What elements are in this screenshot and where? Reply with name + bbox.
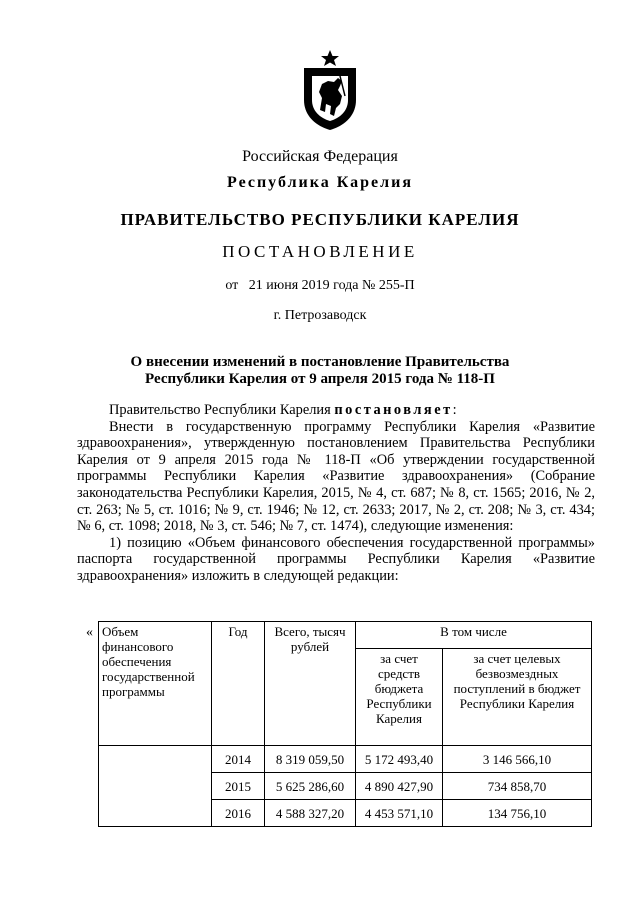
document-date-number: от 21 июня 2019 года № 255-П [225,278,415,293]
country-name: Российская Федерация [242,148,398,165]
document-body [77,402,595,585]
row-year: 2014 [212,746,265,773]
row-grants: 734 858,70 [443,773,592,800]
header-total: Всего, тысяч рублей [265,622,356,746]
row-grants: 3 146 566,10 [443,746,592,773]
row-year: 2016 [212,800,265,827]
opening-quote: « [86,625,93,640]
header-funding-volume: Объем финансового обеспечения государственной программы [99,622,212,746]
government-name: ПРАВИТЕЛЬСТВО РЕСПУБЛИКИ КАРЕЛИЯ [120,210,520,229]
header-year: Год [212,622,265,746]
republic-name: Республика Карелия [227,174,413,191]
row-total: 5 625 286,60 [265,773,356,800]
financing-table [98,621,592,827]
amendment-paragraph: Внести в государственную программу Республики Карелия «Развитие здравоохранения», утвержденную постановлением Правительства Республики Карелия от 9 апреля 2015 года № 118-П «Об утверждении государственной программы Республики Карелия «Развитие здравоохранения» (Собрание законодательства Республики Карелия, 2015, № 4, ст. 687; № 8, ст. 1565; 2016, № 2, ст. 263; № 5, ст. 1016; № 9, ст. 1946; № 12, ст. 2633; 2017, № 2, ст. 208; № 3, ст. 434; № 6, ст. 1098; 2018, № 3, ст. 546; № 7, ст. 1474), следующие изменения: [77,418,595,535]
document-type: ПОСТАНОВЛЕНИЕ [222,242,418,261]
resolution-intro-prefix: Правительство Республики Карелия [109,402,335,418]
document-title-line-1: О внесении изменений в постановление Правительства [130,354,510,370]
label-spacer-cell [99,746,212,827]
resolution-intro-suffix: : [452,402,457,418]
header-targeted-grants: за счет целевых безвозмездных поступлений в бюджет Республики Карелия [443,649,592,746]
table-row [99,746,592,773]
table-header-row [99,622,592,649]
row-total: 8 319 059,50 [265,746,356,773]
document-title-line-2: Республики Карелия от 9 апреля 2015 года № 118-П [145,371,495,387]
resolution-intro [77,402,595,419]
row-budget: 4 890 427,90 [356,773,443,800]
row-total: 4 588 327,20 [265,800,356,827]
header-regional-budget: за счет средств бюджета Республики Карелия [356,649,443,746]
karelia-coat-of-arms-icon [298,48,362,132]
document-city: г. Петрозаводск [273,308,367,323]
row-year: 2015 [212,773,265,800]
row-budget: 5 172 493,40 [356,746,443,773]
amendment-item-1: 1) позицию «Объем финансового обеспечения государственной программы» паспорта государственной программы Республики Карелия «Развитие здравоохранения» изложить в следующей редакции: [77,534,595,584]
resolution-keyword: постановляет [334,402,453,418]
header-including: В том числе [356,622,592,649]
row-grants: 134 756,10 [443,800,592,827]
row-budget: 4 453 571,10 [356,800,443,827]
